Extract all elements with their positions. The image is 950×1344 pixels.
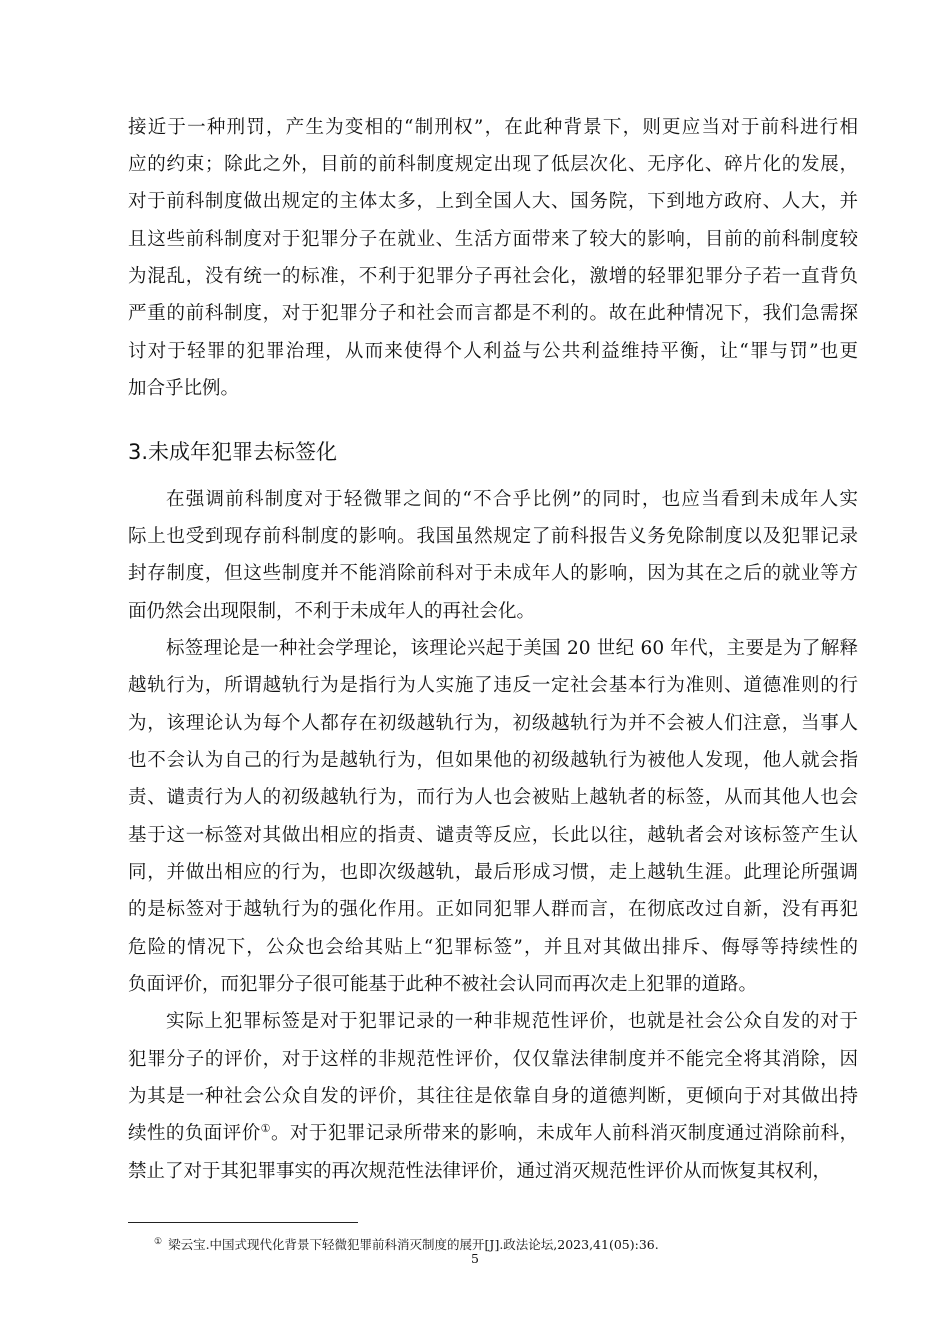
- paragraph-2-line: 际上也受到现存前科制度的影响。我国虽然规定了前科报告义务免除制度以及犯罪记录: [128, 526, 858, 547]
- paragraph-4-text: 。对于犯罪记录所带来的影响，未成年人前科消灭制度通过消除前科，: [270, 1123, 858, 1144]
- paragraph-4-line: 禁止了对于其犯罪事实的再次规范性法律评价，通过消灭规范性评价从而恢复其权利，: [128, 1161, 832, 1182]
- paragraph-3-line: 负面评价，而犯罪分子很可能基于此种不被社会认同而再次走上犯罪的道路。: [128, 974, 758, 995]
- paragraph-2-line: 在强调前科制度对于轻微罪之间的“不合乎比例”的同时，也应当看到未成年人实: [166, 489, 858, 510]
- footnote-text: 梁云宝.中国式现代化背景下轻微犯罪前科消灭制度的展开[J].政法论坛,2023,41(05):36.: [168, 1237, 659, 1253]
- paragraph-3-line: 越轨行为，所谓越轨行为是指行为人实施了违反一定社会基本行为准则、道德准则的行: [128, 675, 858, 696]
- paragraph-1-line: 为混乱，没有统一的标准，不利于犯罪分子再社会化，激增的轻罪犯罪分子若一直背负: [128, 266, 858, 287]
- paragraph-3-line: 也不会认为自己的行为是越轨行为，但如果他的初级越轨行为被他人发现，他人就会指: [128, 750, 858, 771]
- paragraph-2-line: 面仍然会出现限制，不利于未成年人的再社会化。: [128, 601, 536, 622]
- footnote-reference[interactable]: ①: [260, 1121, 271, 1135]
- paragraph-1-line: 讨对于轻罪的犯罪治理，从而来使得个人利益与公共利益维持平衡，让“罪与罚”也更: [128, 341, 858, 362]
- paragraph-3-line: 的是标签对于越轨行为的强化作用。正如同犯罪人群而言，在彻底改过自新，没有再犯: [128, 899, 858, 920]
- paragraph-3-line: 标签理论是一种社会学理论，该理论兴起于美国 20 世纪 60 年代，主要是为了解释: [166, 638, 858, 659]
- paragraph-1-line: 对于前科制度做出规定的主体太多，上到全国人大、国务院，下到地方政府、人大，并: [128, 191, 858, 212]
- footnote-separator: [128, 1222, 358, 1223]
- paragraph-1-line: 加合乎比例。: [128, 378, 240, 399]
- paragraph-4-line: 实际上犯罪标签是对于犯罪记录的一种非规范性评价，也就是社会公众自发的对于: [166, 1011, 858, 1032]
- paragraph-4-line: 为其是一种社会公众自发的评价，其往往是依靠自身的道德判断，更倾向于对其做出持: [128, 1086, 858, 1107]
- paragraph-3-line: 同，并做出相应的行为，也即次级越轨，最后形成习惯，走上越轨生涯。此理论所强调: [128, 862, 858, 883]
- paragraph-2-line: 封存制度，但这些制度并不能消除前科对于未成年人的影响，因为其在之后的就业等方: [128, 563, 858, 584]
- paragraph-3-line: 责、谴责行为人的初级越轨行为，而行为人也会被贴上越轨者的标签，从而其他人也会: [128, 787, 858, 808]
- paragraph-4-text: 续性的负面评价: [128, 1123, 261, 1144]
- paragraph-1-line: 应的约束；除此之外，目前的前科制度规定出现了低层次化、无序化、碎片化的发展，: [128, 154, 858, 175]
- section-heading: 3.未成年犯罪去标签化: [128, 440, 338, 464]
- paragraph-1-line: 且这些前科制度对于犯罪分子在就业、生活方面带来了较大的影响，目前的前科制度较: [128, 229, 858, 250]
- paragraph-3-line: 为，该理论认为每个人都存在初级越轨行为，初级越轨行为并不会被人们注意，当事人: [128, 713, 858, 734]
- paragraph-3-line: 危险的情况下，公众也会给其贴上“犯罪标签”，并且对其做出排斥、侮辱等持续性的: [128, 937, 858, 958]
- page-number: 5: [471, 1251, 479, 1266]
- footnote-marker: ①: [154, 1237, 163, 1247]
- paragraph-3-line: 基于这一标签对其做出相应的指责、谴责等反应，长此以往，越轨者会对该标签产生认: [128, 825, 858, 846]
- paragraph-4-line-with-footnote: [128, 1122, 858, 1146]
- paragraph-4-line: 犯罪分子的评价，对于这样的非规范性评价，仅仅靠法律制度并不能完全将其消除，因: [128, 1049, 858, 1070]
- paragraph-1-line: 严重的前科制度，对于犯罪分子和社会而言都是不利的。故在此种情况下，我们急需探: [128, 303, 858, 324]
- paragraph-1-line: 接近于一种刑罚，产生为变相的“制刑权”，在此种背景下，则更应当对于前科进行相: [128, 117, 858, 138]
